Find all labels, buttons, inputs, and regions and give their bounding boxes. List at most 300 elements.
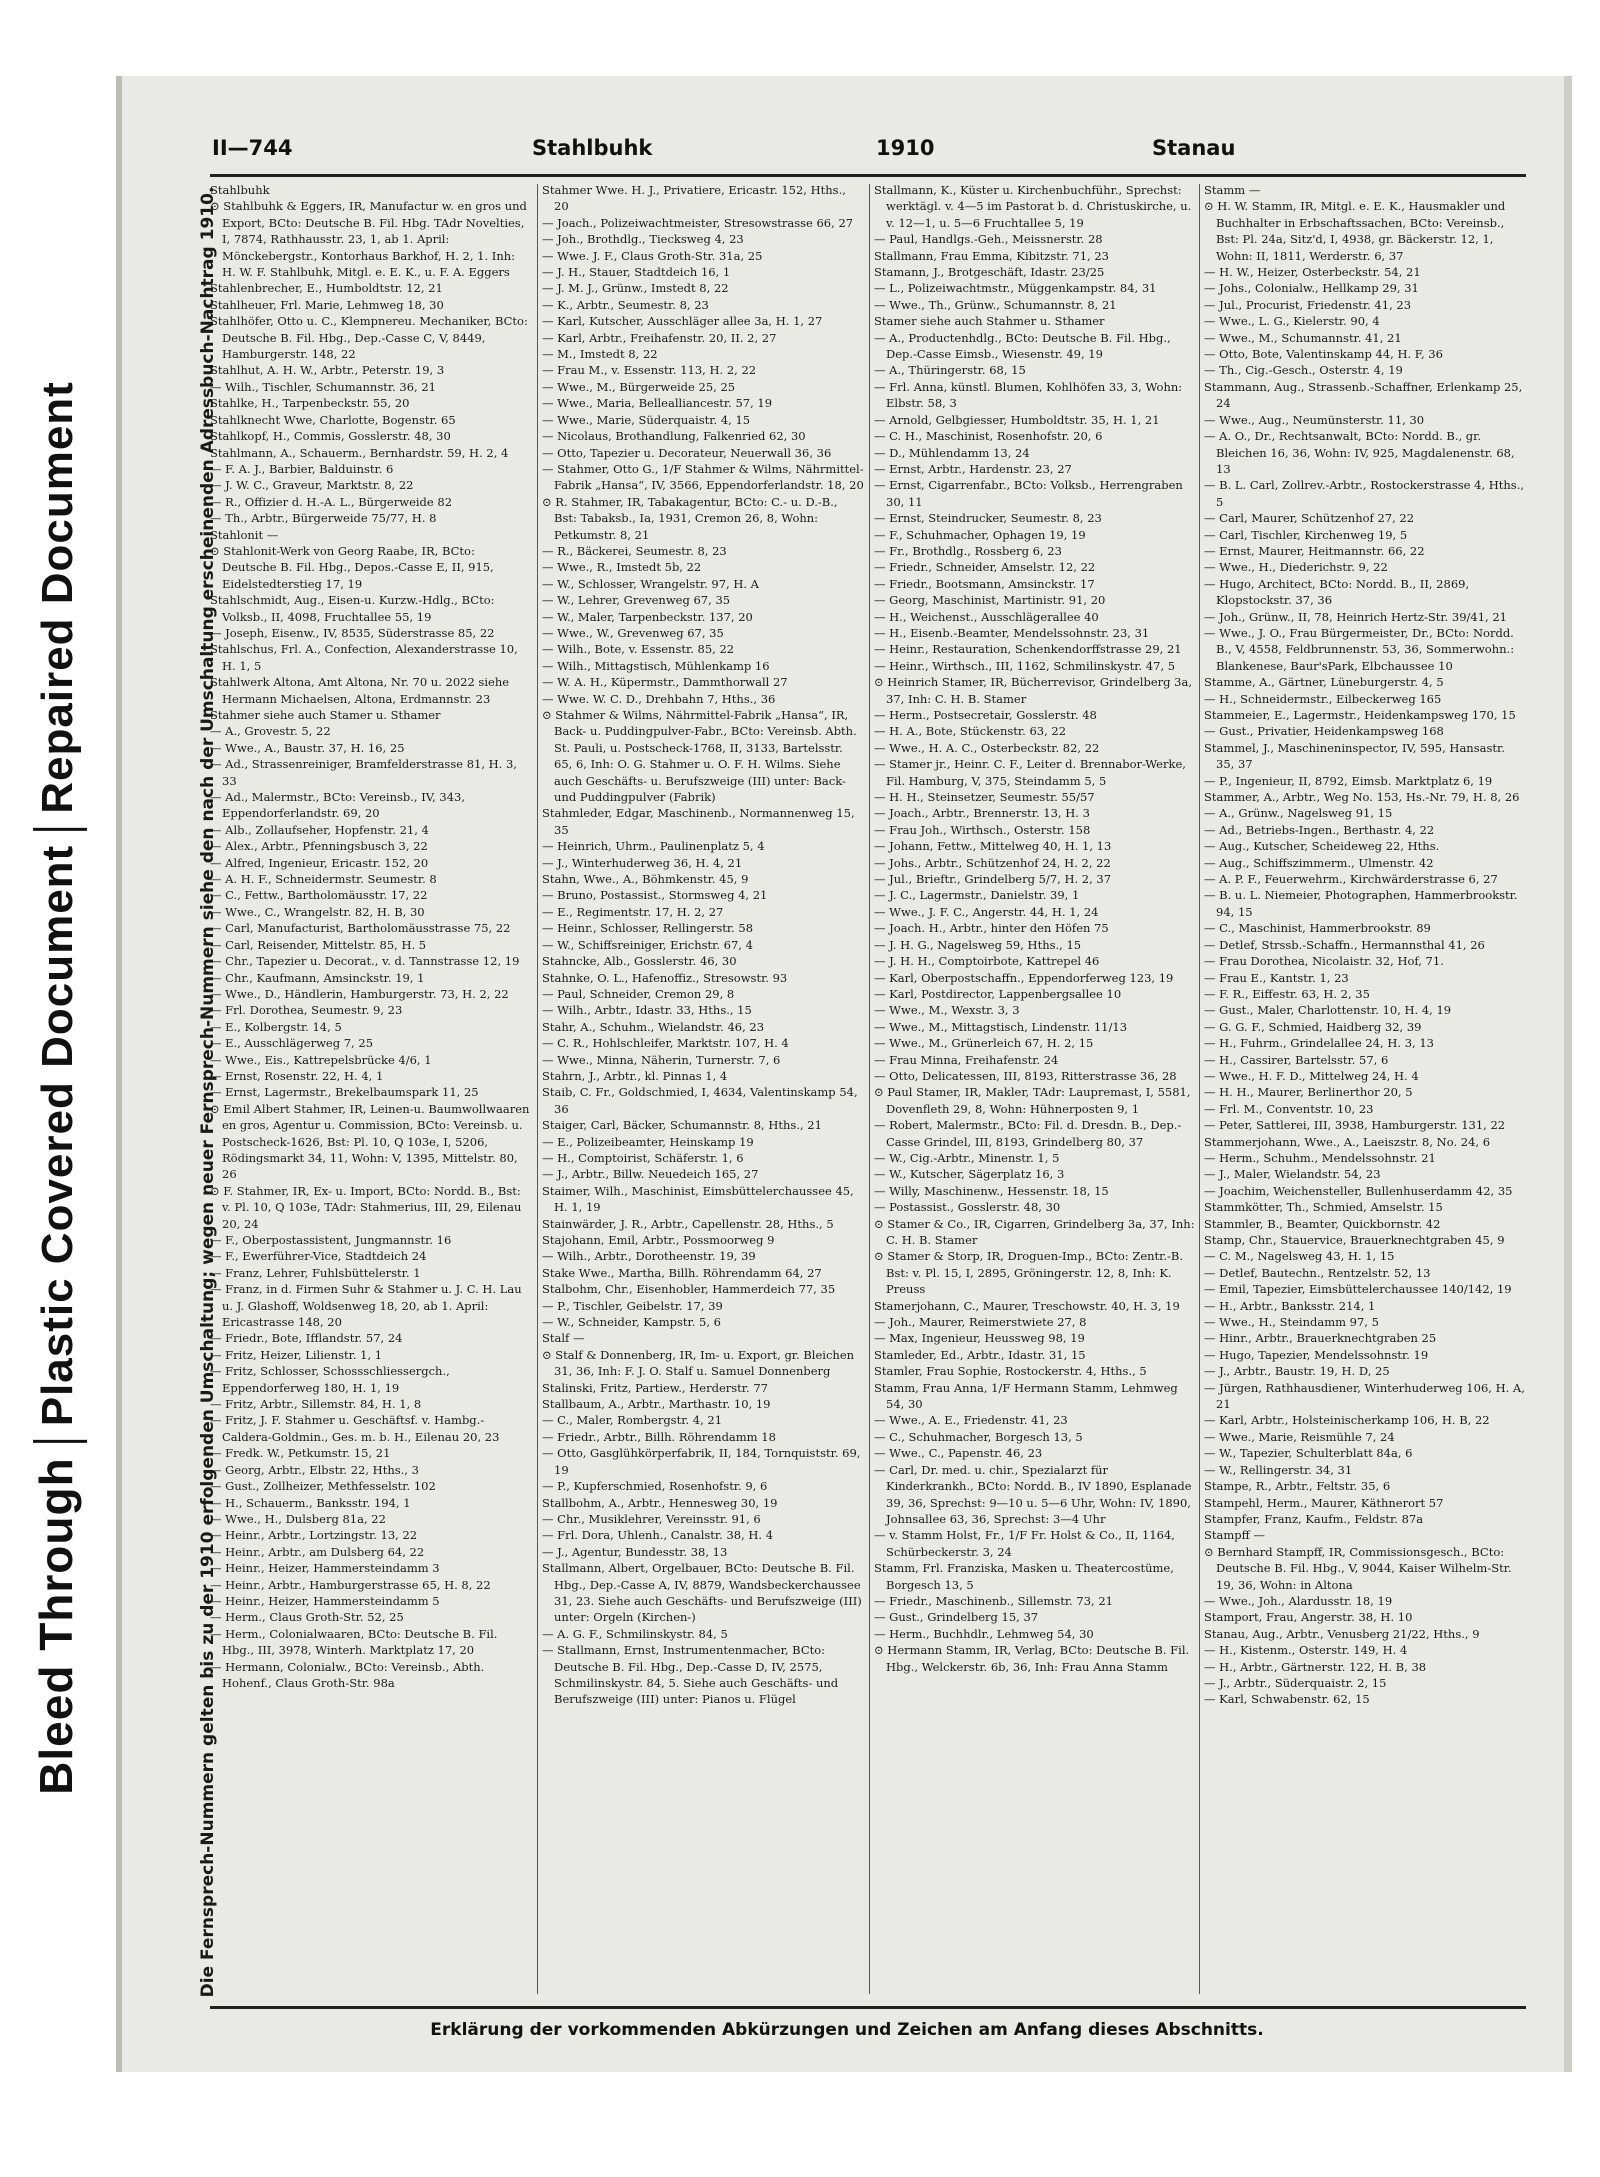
directory-entry: ⊙ Stalf & Donnenberg, IR, Im- u. Export, gr. Bleichen 31, 36, Inh: F. J. O. Stalf u. Samuel Donnenberg (542, 1347, 855, 1379)
directory-entry: — Wwe., D., Händlerin, Hamburgerstr. 73, H. 2, 22 (210, 986, 509, 1001)
directory-entry: — Hugo, Tapezier, Mendelssohnstr. 19 (1204, 1347, 1429, 1362)
directory-entry: — Wwe., M., Grünerleich 67, H. 2, 15 (874, 1036, 1094, 1051)
directory-entry: — Joh., Maurer, Reimerstwiete 27, 8 (874, 1315, 1087, 1330)
directory-entry: — Ad., Malermstr., BCto: Vereinsb., IV, 343, Eppendorferlandstr. 69, 20 (210, 790, 465, 821)
directory-entry: — Karl, Oberpostschaffn., Eppendorferweg 123, 19 (874, 970, 1174, 985)
stamp-divider (33, 828, 87, 831)
directory-entry: — H., Weichenst., Ausschlägerallee 40 (874, 609, 1099, 624)
directory-entry: — Wwe., H., Diederichstr. 9, 22 (1204, 560, 1388, 575)
directory-entry: — Ad., Betriebs-Ingen., Berthastr. 4, 22 (1204, 822, 1435, 837)
directory-entry: — Wwe., H., Dulsberg 81a, 22 (210, 1511, 386, 1526)
directory-entry: — Joachim, Weichensteller, Bullenhuserdamm 42, 35 (1204, 1183, 1513, 1198)
directory-entry: — R., Bäckerei, Seumestr. 8, 23 (542, 543, 727, 558)
directory-entry: — Johann, Fettw., Mittelweg 40, H. 1, 13 (874, 839, 1112, 854)
directory-entry: — C. M., Nagelsweg 43, H. 1, 15 (1204, 1249, 1395, 1264)
directory-entry: — Wwe., Eis., Kattrepelsbrücke 4/6, 1 (210, 1052, 432, 1067)
directory-entry: — Fritz, Heizer, Lilienstr. 1, 1 (210, 1347, 383, 1362)
directory-entry: — Heinr., Schlosser, Rellingerstr. 58 (542, 921, 754, 936)
directory-entry: — H., Arbtr., Banksstr. 214, 1 (1204, 1298, 1376, 1313)
column-divider (537, 184, 538, 1994)
directory-entry: — H., Eisenb.-Beamter, Mendelssohnstr. 23, 31 (874, 625, 1150, 640)
directory-entry: — H. W., Heizer, Osterbeckstr. 54, 21 (1204, 265, 1421, 280)
stamp-divider (33, 1440, 87, 1443)
directory-entry: — Wwe., Marie, Reismühle 7, 24 (1204, 1429, 1395, 1444)
directory-entry: Stahlke, H., Tarpenbeckstr. 55, 20 (210, 396, 410, 411)
directory-entry: — H., Arbtr., Gärtnerstr. 122, H. B, 38 (1204, 1659, 1427, 1674)
directory-entry: — Frau Minna, Freihafenstr. 24 (874, 1052, 1059, 1067)
directory-entry: Staimer, Wilh., Maschinist, Eimsbüttelerchaussee 45, H. 1, 19 (542, 1183, 854, 1215)
directory-entry: — B. L. Carl, Zollrev.-Arbtr., Rostockerstrasse 4, Hths., 5 (1204, 478, 1525, 509)
directory-entry: — L., Polizeiwachtmstr., Müggenkampstr. 84, 31 (874, 281, 1157, 296)
directory-entry: — Frl. Dora, Uhlenh., Canalstr. 38, H. 4 (542, 1528, 774, 1543)
directory-entry: — H. H., Steinsetzer, Seumestr. 55/57 (874, 790, 1095, 805)
entry-columns (210, 182, 1526, 2004)
directory-entry: ⊙ Hermann Stamm, IR, Verlag, BCto: Deutsche B. Fil. Hbg., Welckerstr. 6b, 36, Inh: Frau Anna Stamm (874, 1643, 1190, 1674)
footer-rule (210, 2006, 1526, 2009)
directory-entry: Stammerjohann, Wwe., A., Laeiszstr. 8, No. 24, 6 (1204, 1134, 1491, 1149)
directory-entry: — W., Tapezier, Schulterblatt 84a, 6 (1204, 1446, 1413, 1461)
directory-entry: — C., Schuhmacher, Borgesch 13, 5 (874, 1429, 1083, 1444)
directory-entry: Stainwärder, J. R., Arbtr., Capellenstr. 28, Hths., 5 (542, 1216, 834, 1231)
directory-entry: — J., Agentur, Bundesstr. 38, 13 (542, 1544, 728, 1559)
directory-entry: — Aug., Kutscher, Scheideweg 22, Hths. (1204, 839, 1440, 854)
directory-entry: — Wwe., M., Schumannstr. 41, 21 (1204, 330, 1402, 345)
directory-entry: Stampff — (1204, 1528, 1265, 1543)
directory-entry: — Friedr., Arbtr., Billh. Röhrendamm 18 (542, 1429, 776, 1444)
directory-entry: — H. A., Bote, Stückenstr. 63, 22 (874, 724, 1067, 739)
directory-entry: — Ernst, Steindrucker, Seumestr. 8, 23 (874, 511, 1102, 526)
directory-entry: — H., Cassirer, Bartelsstr. 57, 6 (1204, 1052, 1389, 1067)
directory-entry: Stahlhöfer, Otto u. C., Klempnereu. Mechaniker, BCto: Deutsche B. Fil. Hbg., Dep.-Casse C, V, 8449, Hamburgerstr. 148, 22 (210, 314, 528, 362)
directory-entry: — Ernst, Maurer, Heitmannstr. 66, 22 (1204, 543, 1425, 558)
entry-column-3 (874, 182, 1196, 2002)
directory-entry: — Wwe., L. G., Kielerstr. 90, 4 (1204, 314, 1380, 329)
directory-entry: — Gust., Privatier, Heidenkampsweg 168 (1204, 724, 1444, 739)
directory-entry: Stahlbuhk (210, 183, 270, 197)
condition-stamp (29, 381, 87, 1795)
directory-entry: — Herm., Schuhm., Mendelssohnstr. 21 (1204, 1150, 1436, 1165)
directory-entry: Stamm, Frau Anna, 1/F Hermann Stamm, Lehmweg 54, 30 (874, 1380, 1178, 1412)
directory-entry: Stallmann, Frau Emma, Kibitzstr. 71, 23 (874, 248, 1109, 263)
directory-entry: — H., Comptoirist, Schäferstr. 1, 6 (542, 1150, 744, 1165)
directory-entry: — Stamer jr., Heinr. C. F., Leiter d. Brennabor-Werke, Fil. Hamburg, V, 375, Steindamm 5, 5 (874, 757, 1186, 788)
directory-entry: ⊙ Bernhard Stampff, IR, Commissionsgesch., BCto: Deutsche B. Fil. Hbg., V, 9044, Kaiser Wilhelm-Str. 19, 36, Wohn: in Altona (1204, 1544, 1512, 1592)
directory-entry: — G. G. F., Schmied, Haidberg 32, 39 (1204, 1019, 1422, 1034)
directory-entry: Stallbaum, A., Arbtr., Marthastr. 10, 19 (542, 1397, 771, 1412)
directory-entry: — Wwe., H., Steindamm 97, 5 (1204, 1315, 1379, 1330)
directory-entry: — Otto, Tapezier u. Decorateur, Neuerwall 36, 36 (542, 445, 832, 460)
header-last-entry: Stanau (1152, 136, 1236, 160)
directory-entry: Stamerjohann, C., Maurer, Treschowstr. 40, H. 3, 19 (874, 1298, 1180, 1313)
directory-entry: Stamer siehe auch Stahmer u. Sthamer (874, 314, 1105, 329)
directory-entry: — J. H. G., Nagelsweg 59, Hths., 15 (874, 937, 1082, 952)
directory-entry: — Wwe., Maria, Bellealliancestr. 57, 19 (542, 396, 773, 411)
directory-entry: Stallbohm, A., Arbtr., Hennesweg 30, 19 (542, 1495, 778, 1510)
directory-entry: — Wwe., Joh., Alardusstr. 18, 19 (1204, 1593, 1393, 1608)
directory-entry: ⊙ Stahlbuhk & Eggers, IR, Manufactur w. en gros und Export, BCto: Deutsche B. Fil. Hbg. TAdr Novelties, I, 7874, Rathhausstr. 23, 1, ab 1. April: Mönckebergstr., Kontorhaus Barkhof, H. 2, 1. Inh: H. W. F. Stahlbuhk, Mitgl. e. E. K., u. F. A. Eggers (210, 199, 527, 280)
directory-entry: — Heinr., Restauration, Schenkendorffstrasse 29, 21 (874, 642, 1182, 657)
directory-entry: — Wwe., C., Papenstr. 46, 23 (874, 1446, 1043, 1461)
directory-entry: — Wilh., Mittagstisch, Mühlenkamp 16 (542, 658, 770, 673)
directory-entry: — J. H. H., Comptoirbote, Kattrepel 46 (874, 954, 1100, 969)
directory-entry: — Carl, Reisender, Mittelstr. 85, H. 5 (210, 937, 427, 952)
directory-entry: — Emil, Tapezier, Eimsbüttelerchaussee 140/142, 19 (1204, 1282, 1512, 1297)
header-year: 1910 (876, 136, 935, 160)
directory-entry: — Ernst, Rosenstr. 22, H. 4, 1 (210, 1068, 384, 1083)
directory-entry: — J., Winterhuderweg 36, H. 4, 21 (542, 855, 743, 870)
directory-entry: — E., Regimentstr. 17, H. 2, 27 (542, 904, 724, 919)
directory-entry: — J., Arbtr., Baustr. 19, H. D, 25 (1204, 1364, 1390, 1379)
directory-entry: — Gust., Grindelberg 15, 37 (874, 1610, 1039, 1625)
directory-entry: Stahr, A., Schuhm., Wielandstr. 46, 23 (542, 1019, 765, 1034)
directory-entry: — Otto, Delicatessen, III, 8193, Ritterstrasse 36, 28 (874, 1068, 1177, 1083)
directory-entry: Stamport, Frau, Angerstr. 38, H. 10 (1204, 1610, 1413, 1625)
directory-entry: — Alex., Arbtr., Pfenningsbusch 3, 22 (210, 839, 428, 854)
directory-entry: — K., Arbtr., Seumestr. 8, 23 (542, 297, 709, 312)
directory-entry: — Otto, Gasglühkörperfabrik, II, 184, Tornquiststr. 69, 19 (542, 1446, 861, 1477)
directory-entry: — Wwe., W., Grevenweg 67, 35 (542, 625, 724, 640)
directory-entry: — Wwe., A. E., Friedenstr. 41, 23 (874, 1413, 1068, 1428)
directory-entry: — F. R., Eiffestr. 63, H. 2, 35 (1204, 986, 1370, 1001)
directory-entry: — Wilh., Bote, v. Essenstr. 85, 22 (542, 642, 735, 657)
directory-entry: Stahlschmidt, Aug., Eisen-u. Kurzw.-Hdlg., BCto: Volksb., II, 4098, Fruchtallee 55, 19 (210, 593, 495, 624)
directory-entry: — A., Grünw., Nagelsweg 91, 15 (1204, 806, 1393, 821)
archive-stamp-strip (0, 0, 116, 2177)
directory-entry: — Frau E., Kantstr. 1, 23 (1204, 970, 1349, 985)
column-divider (1199, 184, 1200, 1994)
directory-entry: Stamm — (1204, 183, 1261, 197)
directory-entry: — Heinr., Arbtr., Lortzingstr. 13, 22 (210, 1528, 418, 1543)
directory-entry: — A., Thüringerstr. 68, 15 (874, 363, 1026, 378)
directory-entry: — C., Maler, Rombergstr. 4, 21 (542, 1413, 723, 1428)
directory-entry: — Wwe., Aug., Neumünsterstr. 11, 30 (1204, 412, 1425, 427)
directory-entry: — Max, Ingenieur, Heussweg 98, 19 (874, 1331, 1085, 1346)
directory-entry: — Fredk. W., Petkumstr. 15, 21 (210, 1446, 391, 1461)
directory-entry: — Franz, Lehrer, Fuhlsbüttelerstr. 1 (210, 1265, 421, 1280)
directory-entry: — Georg, Arbtr., Elbstr. 22, Hths., 3 (210, 1462, 419, 1477)
directory-entry: — M., Imstedt 8, 22 (542, 347, 658, 362)
directory-entry: Stampe, R., Arbtr., Feltstr. 35, 6 (1204, 1479, 1391, 1494)
page-number: II—744 (212, 136, 293, 160)
directory-entry: Stalbohm, Chr., Eisenhobler, Hammerdeich 77, 35 (542, 1282, 836, 1297)
entry-column-1 (210, 182, 532, 2002)
directory-entry: — H. H., Maurer, Berlinerthor 20, 5 (1204, 1085, 1413, 1100)
directory-entry: — Carl, Dr. med. u. chir., Spezialarzt für Kinderkrankh., BCto: Nordd. B., IV 1890, Esplanade 39, 36, Sprechst: 9—10 u. 5—6 Uhr, Wohn: IV, 1890, Johnsallee 63, 36, Sprechst: 3—4 Uhr (874, 1462, 1192, 1526)
directory-entry: Stahlknecht Wwe, Charlotte, Bogenstr. 65 (210, 412, 456, 427)
directory-entry: — Frau M., v. Essenstr. 113, H. 2, 22 (542, 363, 757, 378)
directory-entry: — v. Stamm Holst, Fr., 1/F Fr. Holst & Co., II, 1164, Schürbeckerstr. 3, 24 (874, 1528, 1175, 1559)
directory-entry: Stamp, Chr., Stauervice, Brauerknechtgraben 45, 9 (1204, 1233, 1505, 1247)
stamp-repaired: Repaired Document (33, 381, 83, 814)
directory-entry: — Carl, Manufacturist, Bartholomäusstrasse 75, 22 (210, 921, 511, 936)
directory-entry: — Chr., Musiklehrer, Vereinsstr. 91, 6 (542, 1511, 761, 1526)
directory-entry: — J. H., Stauer, Stadtdeich 16, 1 (542, 265, 731, 280)
directory-entry: — Joach. H., Arbtr., hinter den Höfen 75 (874, 921, 1109, 936)
directory-entry: — Frau Dorothea, Nicolaistr. 32, Hof, 71. (1204, 954, 1444, 969)
entry-column-4 (1204, 182, 1526, 2002)
directory-entry: — Wwe., Marie, Süderquaistr. 4, 15 (542, 412, 751, 427)
directory-entry: — Friedr., Schneider, Amselstr. 12, 22 (874, 560, 1096, 575)
vertical-phone-notice: Die Fernsprech-Nummern gelten bis zu der 1910 erfolgenden Umschaltung; wegen neuer Fernsprech-Nummern siehe den nach der Umschaltung erscheinenden Adressbuch-Nachtrag 1910. (198, 186, 218, 1998)
directory-entry: — H., Kistenm., Osterstr. 149, H. 4 (1204, 1643, 1408, 1658)
directory-entry: — Wilh., Tischler, Schumannstr. 36, 21 (210, 379, 436, 394)
directory-entry: — H., Schauerm., Banksstr. 194, 1 (210, 1495, 411, 1510)
directory-entry: — Franz, in d. Firmen Suhr & Stahmer u. J. C. H. Lau u. J. Glashoff, Woldsenweg 18, 20, ab 1. April: Ericastrasse 148, 20 (210, 1282, 522, 1330)
directory-entry: — H., Schneidermstr., Eilbeckerweg 165 (1204, 691, 1442, 706)
directory-entry: — W., Schneider, Kampstr. 5, 6 (542, 1315, 721, 1330)
directory-entry: — Fritz, Schlosser, Schossschliessergch., Eppendorferweg 180, H. 1, 19 (210, 1364, 450, 1395)
directory-entry: Stahmer Wwe. H. J., Privatiere, Ericastr. 152, Hths., 20 (542, 183, 846, 214)
directory-entry: — Wwe., C., Wrangelstr. 82, H. B, 30 (210, 904, 425, 919)
directory-entry: — Frl. Anna, künstl. Blumen, Kohlhöfen 33, 3, Wohn: Elbstr. 58, 3 (874, 379, 1183, 411)
directory-entry: — Heinr., Heizer, Hammersteindamm 3 (210, 1561, 440, 1576)
column-divider (869, 184, 870, 1994)
directory-entry: — Heinr., Wirthsch., III, 1162, Schmilinskystr. 47, 5 (874, 658, 1176, 673)
directory-entry: — Wwe., M., Wexstr. 3, 3 (874, 1003, 1020, 1018)
directory-entry: — W., Schlosser, Wrangelstr. 97, H. A (542, 576, 759, 591)
directory-entry: — Frl. Dorothea, Seumestr. 9, 23 (210, 1003, 403, 1018)
directory-entry: — Wwe., H. F. D., Mittelweg 24, H. 4 (1204, 1068, 1419, 1083)
directory-entry: Stamler, Frau Sophie, Rostockerstr. 4, Hths., 5 (874, 1364, 1147, 1379)
directory-entry: — W., Kutscher, Sägerplatz 16, 3 (874, 1167, 1065, 1182)
directory-entry: — Detlef, Strssb.-Schaffn., Hermannsthal 41, 26 (1204, 937, 1485, 952)
directory-entry: — Karl, Postdirector, Lappenbergsallee 10 (874, 986, 1122, 1001)
directory-entry: — W., Maler, Tarpenbeckstr. 137, 20 (542, 609, 753, 624)
directory-entry: — H., Fuhrm., Grindelallee 24, H. 3, 13 (1204, 1036, 1434, 1051)
directory-entry: — Wwe. J. F., Claus Groth-Str. 31a, 25 (542, 248, 763, 263)
directory-entry: — Detlef, Bautechn., Rentzelstr. 52, 13 (1204, 1265, 1431, 1280)
directory-entry: — Frau Joh., Wirthsch., Osterstr. 158 (874, 822, 1091, 837)
directory-entry: — Chr., Tapezier u. Decorat., v. d. Tannstrasse 12, 19 (210, 954, 520, 969)
directory-entry: — Otto, Bote, Valentinskamp 44, H. F, 36 (1204, 347, 1443, 362)
directory-entry: Stahrn, J., Arbtr., kl. Pinnas 1, 4 (542, 1068, 728, 1083)
directory-entry: — Alb., Zollaufseher, Hopfenstr. 21, 4 (210, 822, 429, 837)
directory-entry: Stammann, Aug., Strassenb.-Schaffner, Erlenkamp 25, 24 (1204, 379, 1523, 411)
directory-entry: — Georg, Maschinist, Martinistr. 91, 20 (874, 593, 1106, 608)
directory-entry: — W., Cig.-Arbtr., Minenstr. 1, 5 (874, 1150, 1060, 1165)
directory-entry: — J. W. C., Graveur, Marktstr. 8, 22 (210, 478, 414, 493)
directory-entry: Stahncke, Alb., Gosslerstr. 46, 30 (542, 954, 737, 969)
directory-entry: — W., Lehrer, Grevenweg 67, 35 (542, 593, 731, 608)
directory-entry: — Paul, Schneider, Cremon 29, 8 (542, 986, 735, 1001)
directory-entry: Stampehl, Herm., Maurer, Käthnerort 57 (1204, 1495, 1444, 1510)
directory-entry: Stallmann, K., Küster u. Kirchenbuchführ., Sprechst: werktägl. v. 4—5 im Pastorat b. d. Christuskirche, u. v. 12—1, u. 5—6 Fruchtallee 5, 19 (874, 183, 1192, 230)
page-edge (1564, 76, 1572, 2072)
directory-entry: — C., Maschinist, Hammerbrookstr. 89 (1204, 921, 1431, 936)
directory-entry: — E., Kolbergstr. 14, 5 (210, 1019, 342, 1034)
directory-entry: — Wwe. W. C. D., Drehbahn 7, Hths., 36 (542, 691, 776, 706)
directory-entry: — D., Mühlendamm 13, 24 (874, 445, 1030, 460)
directory-entry: — A. P. F., Feuerwehrm., Kirchwärderstrasse 6, 27 (1204, 872, 1498, 887)
directory-entry: — Hinr., Arbtr., Brauerknechtgraben 25 (1204, 1331, 1437, 1346)
directory-entry: Stahlwerk Altona, Amt Altona, Nr. 70 u. 2022 siehe Hermann Michaelsen, Altona, Erdmannstr. 23 (210, 675, 510, 706)
directory-entry: Stajohann, Emil, Arbtr., Possmoorweg 9 (542, 1233, 775, 1247)
directory-entry: — Jürgen, Rathhausdiener, Winterhuderweg 106, H. A, 21 (1204, 1380, 1525, 1412)
directory-entry: Stahmer siehe auch Stamer u. Sthamer (210, 708, 441, 722)
directory-entry: Stahnke, O. L., Hafenoffiz., Stresowstr. 93 (542, 970, 788, 985)
directory-entry: — Fritz, Arbtr., Sillemstr. 84, H. 1, 8 (210, 1397, 422, 1412)
directory-entry: Stahlmann, A., Schauerm., Bernhardstr. 59, H. 2, 4 (210, 445, 509, 460)
directory-entry: — Wwe., J. F. C., Angerstr. 44, H. 1, 24 (874, 904, 1099, 919)
directory-entry: — Alfred, Ingenieur, Ericastr. 152, 20 (210, 855, 429, 870)
directory-entry: — Wwe., Minna, Näherin, Turnerstr. 7, 6 (542, 1052, 781, 1067)
directory-entry: Stamme, A., Gärtner, Lüneburgerstr. 4, 5 (1204, 675, 1444, 690)
directory-entry: — Wwe., R., Imstedt 5b, 22 (542, 560, 702, 575)
directory-entry: — Wwe., H. A. C., Osterbeckstr. 82, 22 (874, 740, 1100, 755)
directory-entry: — Bruno, Postassist., Stormsweg 4, 21 (542, 888, 768, 903)
directory-entry: Stammel, J., Maschineninspector, IV, 595, Hansastr. 35, 37 (1204, 740, 1505, 772)
directory-page (116, 76, 1572, 2072)
directory-entry: — Peter, Sattlerei, III, 3938, Hamburgerstr. 131, 22 (1204, 1118, 1506, 1133)
directory-entry: — Th., Arbtr., Bürgerweide 75/77, H. 8 (210, 511, 437, 526)
directory-entry: Stallmann, Albert, Orgelbauer, BCto: Deutsche B. Fil. Hbg., Dep.-Casse A, IV, 8879, Wandsbeckerchaussee 31, 23. Siehe auch Geschäfts- und Berufszweige (III) unter: Orgeln (Kirchen-) (542, 1561, 862, 1625)
directory-entry: — E., Polizeibeamter, Heinskamp 19 (542, 1134, 754, 1149)
directory-entry: Stanau, Aug., Arbtr., Venusberg 21/22, Hths., 9 (1204, 1626, 1480, 1641)
directory-entry: ⊙ Stamer & Storp, IR, Droguen-Imp., BCto: Zentr.-B. Bst: v. Pl. 15, I, 2895, Gröningerstr. 12, 8, Inh: K. Preuss (874, 1249, 1184, 1297)
directory-entry: — Gust., Maler, Charlottenstr. 10, H. 4, 19 (1204, 1003, 1452, 1018)
directory-entry: Stamleder, Ed., Arbtr., Idastr. 31, 15 (874, 1347, 1086, 1362)
header-rule (210, 174, 1526, 177)
directory-entry: — Joseph, Eisenw., IV, 8535, Süderstrasse 85, 22 (210, 625, 495, 640)
directory-entry: — Joh., Brothdlg., Tiecksweg 4, 23 (542, 232, 744, 247)
directory-entry: Stake Wwe., Martha, Billh. Röhrendamm 64, 27 (542, 1265, 822, 1280)
directory-entry: — Ernst, Arbtr., Hardenstr. 23, 27 (874, 461, 1072, 476)
directory-entry: — B. u. L. Niemeier, Photographen, Hammerbrookstr. 94, 15 (1204, 888, 1518, 919)
directory-entry: — Gust., Zollheizer, Methfesselstr. 102 (210, 1479, 436, 1494)
directory-entry: — Karl, Arbtr., Freihafenstr. 20, II. 2, 27 (542, 330, 777, 345)
directory-entry: — A. G. F., Schmilinskystr. 84, 5 (542, 1626, 728, 1641)
directory-entry: ⊙ Paul Stamer, IR, Makler, TAdr: Laupremast, I, 5581, Dovenfleth 29, 8, Wohn: Hühnerposten 9, 1 (874, 1085, 1191, 1116)
directory-entry: — Friedr., Bote, Ifflandstr. 57, 24 (210, 1331, 403, 1346)
directory-entry: — Wwe., M., Mittagstisch, Lindenstr. 11/13 (874, 1019, 1128, 1034)
directory-entry: — J., Maler, Wielandstr. 54, 23 (1204, 1167, 1381, 1182)
directory-entry: — F., Oberpostassistent, Jungmannstr. 16 (210, 1233, 452, 1247)
directory-entry: — W. A. H., Küpermstr., Dammthorwall 27 (542, 675, 788, 690)
directory-entry: Stalinski, Fritz, Partiew., Herderstr. 77 (542, 1380, 768, 1395)
directory-entry: ⊙ Heinrich Stamer, IR, Bücherrevisor, Grindelberg 3a, 37, Inh: C. H. B. Stamer (874, 675, 1192, 706)
directory-entry: — Karl, Schwabenstr. 62, 15 (1204, 1692, 1370, 1707)
directory-entry: — Joach., Polizeiwachtmeister, Stresowstrasse 66, 27 (542, 215, 854, 230)
directory-entry: — C., Fettw., Bartholomäusstr. 17, 22 (210, 888, 428, 903)
directory-entry: — Friedr., Maschinenb., Sillemstr. 73, 21 (874, 1593, 1113, 1608)
directory-entry: — J., Arbtr., Süderquaistr. 2, 15 (1204, 1675, 1387, 1690)
directory-entry: — Joach., Arbtr., Brennerstr. 13, H. 3 (874, 806, 1090, 821)
directory-entry: — Stahmer, Otto G., 1/F Stahmer & Wilms, Nährmittel-Fabrik „Hansa“, IV, 3566, Eppendorferlandstr. 18, 20 (542, 461, 864, 493)
directory-entry: — A., Grovestr. 5, 22 (210, 724, 331, 739)
directory-entry: — R., Offizier d. H.-A. L., Bürgerweide 82 (210, 494, 453, 509)
directory-entry: — C. R., Hohlschleifer, Marktstr. 107, H. 4 (542, 1036, 789, 1051)
directory-entry: — Stallmann, Ernst, Instrumentenmacher, BCto: Deutsche B. Fil. Hbg., Dep.-Casse D, IV, 2575, Schmilinskystr. 84, 5. Siehe auch Geschäfts- und Berufszweige (III) unter: Pianos u. Flügel (542, 1643, 839, 1707)
stamp-plastic-covered: Plastic Covered Document (33, 844, 83, 1427)
directory-entry: — Ernst, Cigarrenfabr., BCto: Volksb., Herrengraben 30, 11 (874, 478, 1183, 509)
directory-entry: ⊙ Stahlonit-Werk von Georg Raabe, IR, BCto: Deutsche B. Fil. Hbg., Depos.-Casse E, II, 915, Eidelstedterstieg 17, 19 (210, 543, 494, 591)
directory-entry: — J. M. J., Grünw., Imstedt 8, 22 (542, 281, 729, 296)
directory-entry: — Fritz, J. F. Stahmer u. Geschäftsf. v. Hambg.-Caldera-Goldmin., Ges. m. b. H., Eilenau 20, 23 (210, 1413, 500, 1444)
directory-entry: — Arnold, Gelbgiesser, Humboldtstr. 35, H. 1, 21 (874, 412, 1160, 427)
directory-entry: Staiger, Carl, Bäcker, Schumannstr. 8, Hths., 21 (542, 1118, 822, 1133)
directory-entry: ⊙ Stahmer & Wilms, Nährmittel-Fabrik „Hansa“, IR, Back- u. Puddingpulver-Fabr., BCto: Vereinsb. Abth. St. Pauli, u. Postscheck-1768, II, 3133, Bartelsstr. 65, 6, Inh: O. G. Stahmer u. O. F. H. Wilms. Siehe auch Geschäfts- u. Berufszweige (III) unter: Back- und Puddingpulver (Fabrik) (542, 708, 857, 805)
directory-entry: ⊙ Stamer & Co., IR, Cigarren, Grindelberg 3a, 37, Inh: C. H. B. Stamer (874, 1216, 1195, 1247)
directory-entry: — J., Arbtr., Billw. Neuedeich 165, 27 (542, 1167, 759, 1182)
directory-entry: — Fr., Brothdlg., Rossberg 6, 23 (874, 543, 1062, 558)
directory-entry: Stalf — (542, 1331, 585, 1346)
directory-entry: Stahn, Wwe., A., Böhmkenstr. 45, 9 (542, 872, 749, 887)
directory-entry: Stahlkopf, H., Commis, Gosslerstr. 48, 30 (210, 429, 451, 444)
directory-entry: — Herm., Colonialwaaren, BCto: Deutsche B. Fil. Hbg., III, 3978, Winterh. Marktplatz 17, 20 (210, 1626, 498, 1658)
directory-entry: — W., Schiffsreiniger, Erichstr. 67, 4 (542, 937, 753, 952)
directory-entry: — Johs., Colonialw., Hellkamp 29, 31 (1204, 281, 1419, 296)
stamp-bleed-through: Bleed Through (30, 1457, 83, 1795)
directory-entry: — Wwe., A., Baustr. 37, H. 16, 25 (210, 740, 405, 755)
directory-entry: — Herm., Buchhdlr., Lehmweg 54, 30 (874, 1626, 1094, 1641)
directory-entry: — Ad., Strassenreiniger, Bramfelderstrasse 81, H. 3, 33 (210, 757, 517, 788)
directory-entry: — Jul., Procurist, Friedenstr. 41, 23 (1204, 297, 1412, 312)
directory-entry: — P., Tischler, Geibelstr. 17, 39 (542, 1298, 723, 1313)
directory-entry: Stammler, B., Beamter, Quickbornstr. 42 (1204, 1216, 1441, 1231)
directory-entry: — Frl. M., Conventstr. 10, 23 (1204, 1101, 1374, 1116)
directory-entry: Stahlonit — (210, 527, 279, 542)
directory-entry: — Hermann, Colonialw., BCto: Vereinsb., Abth. Hohenf., Claus Groth-Str. 98a (210, 1659, 485, 1690)
directory-entry: — Wilh., Arbtr., Dorotheenstr. 19, 39 (542, 1249, 756, 1264)
directory-entry: Stammkötter, Th., Schmied, Amselstr. 15 (1204, 1200, 1443, 1215)
directory-entry: — A. O., Dr., Rechtsanwalt, BCto: Nordd. B., gr. Bleichen 16, 36, Wohn: IV, 925, Magdalenenstr. 68, 13 (1204, 429, 1515, 476)
directory-entry: — Postassist., Gosslerstr. 48, 30 (874, 1200, 1061, 1215)
directory-entry: — E., Ausschlägerweg 7, 25 (210, 1036, 374, 1051)
directory-entry: Stahlschus, Frl. A., Confection, Alexanderstrasse 10, H. 1, 5 (210, 642, 518, 673)
directory-entry: ⊙ H. W. Stamm, IR, Mitgl. e. E. K., Hausmakler und Buchhalter in Erbschaftssachen, BCto: Vereinsb., Bst: Pl. 24a, Sitz'd, I, 4938, gr. Bäckerstr. 12, 1, Wohn: II, 1811, Werderstr. 6, 37 (1204, 199, 1506, 263)
directory-entry: — Herm., Postsecretair, Gosslerstr. 48 (874, 708, 1097, 722)
directory-entry: — Th., Cig.-Gesch., Osterstr. 4, 19 (1204, 363, 1403, 378)
directory-entry: — C. H., Maschinist, Rosenhofstr. 20, 6 (874, 429, 1103, 444)
directory-entry: — J. C., Lagermstr., Danielstr. 39, 1 (874, 888, 1080, 903)
directory-entry: — Carl, Tischler, Kirchenweg 19, 5 (1204, 527, 1408, 542)
directory-entry: — Friedr., Bootsmann, Amsinckstr. 17 (874, 576, 1095, 591)
directory-entry: — P., Kupferschmied, Rosenhofstr. 9, 6 (542, 1479, 768, 1494)
directory-entry: Stahlhut, A. H. W., Arbtr., Peterstr. 19, 3 (210, 363, 445, 378)
directory-entry: Stahlenbrecher, E., Humboldtstr. 12, 21 (210, 281, 443, 296)
directory-entry: ⊙ R. Stahmer, IR, Tabakagentur, BCto: C.- u. D.-B., Bst: Tabaksb., Ia, 1931, Cremon 26, 8, Wohn: Petkumstr. 8, 21 (542, 494, 838, 542)
directory-entry: — Ernst, Lagermstr., Brekelbaumspark 11, 25 (210, 1085, 479, 1100)
directory-entry: — Joh., Grünw., II, 78, Heinrich Hertz-Str. 39/41, 21 (1204, 609, 1507, 624)
directory-entry: — Chr., Kaufmann, Amsinckstr. 19, 1 (210, 970, 425, 985)
directory-entry: — Heinr., Arbtr., Hamburgerstrasse 65, H. 8, 22 (210, 1577, 491, 1592)
directory-entry: — Wwe., Th., Grünw., Schumannstr. 8, 21 (874, 297, 1117, 312)
directory-entry: ⊙ Emil Albert Stahmer, IR, Leinen-u. Baumwollwaaren en gros, Agentur u. Commission, BCto: Vereinsb. u. Postscheck-1626, Bst: Pl. 10, Q 103e, I, 5206, Rödingsmarkt 34, 11, Wohn: V, 1395, Mittelstr. 80, 26 (210, 1101, 530, 1182)
directory-entry: — Hugo, Architect, BCto: Nordd. B., II, 2869, Klopstockstr. 37, 36 (1204, 576, 1470, 608)
directory-entry: — Carl, Maurer, Schützenhof 27, 22 (1204, 511, 1415, 526)
directory-entry: — F. A. J., Barbier, Balduinstr. 6 (210, 461, 394, 476)
directory-entry: — P., Ingenieur, II, 8792, Eimsb. Marktplatz 6, 19 (1204, 773, 1493, 788)
page-header (212, 136, 1532, 170)
entry-column-2 (542, 182, 864, 2002)
directory-entry: Stampfer, Franz, Kaufm., Feldstr. 87a (1204, 1511, 1424, 1526)
directory-entry: Stammeier, E., Lagermstr., Heidenkampsweg 170, 15 (1204, 708, 1516, 722)
directory-entry: — Wwe., M., Bürgerweide 25, 25 (542, 379, 736, 394)
directory-entry: — Wilh., Arbtr., Idastr. 33, Hths., 15 (542, 1003, 752, 1018)
directory-entry: Stamann, J., Brotgeschäft, Idastr. 23/25 (874, 265, 1105, 280)
directory-entry: Stammer, A., Arbtr., Weg No. 153, Hs.-Nr. 79, H. 8, 26 (1204, 790, 1520, 805)
directory-entry: — Paul, Handlgs.-Geh., Meissnerstr. 28 (874, 232, 1103, 247)
directory-entry: — Johs., Arbtr., Schützenhof 24, H. 2, 22 (874, 855, 1111, 870)
directory-entry: — F., Schuhmacher, Ophagen 19, 19 (874, 527, 1086, 542)
directory-entry: — Wwe., J. O., Frau Bürgermeister, Dr., BCto: Nordd. B., V, 4558, Feldbrunnenstr. 53, 36, Sommerwohn.: Blankenese, Baur'sPark, Elbchaussee 10 (1204, 625, 1515, 673)
directory-entry: ⊙ F. Stahmer, IR, Ex- u. Import, BCto: Nordd. B., Bst: v. Pl. 10, Q 103e, TAdr: Stahmerius, III, 29, Eilenau 20, 24 (210, 1183, 522, 1231)
directory-entry: — Robert, Malermstr., BCto: Fil. d. Dresdn. B., Dep.-Casse Grindel, III, 8193, Grindelberg 80, 37 (874, 1118, 1182, 1149)
directory-entry: Staib, C. Fr., Goldschmied, I, 4634, Valentinskamp 54, 36 (542, 1085, 858, 1116)
directory-entry: — Heinr., Arbtr., am Dulsberg 64, 22 (210, 1544, 425, 1559)
header-first-entry: Stahlbuhk (532, 136, 653, 160)
directory-entry: — Herm., Claus Groth-Str. 52, 25 (210, 1610, 404, 1625)
